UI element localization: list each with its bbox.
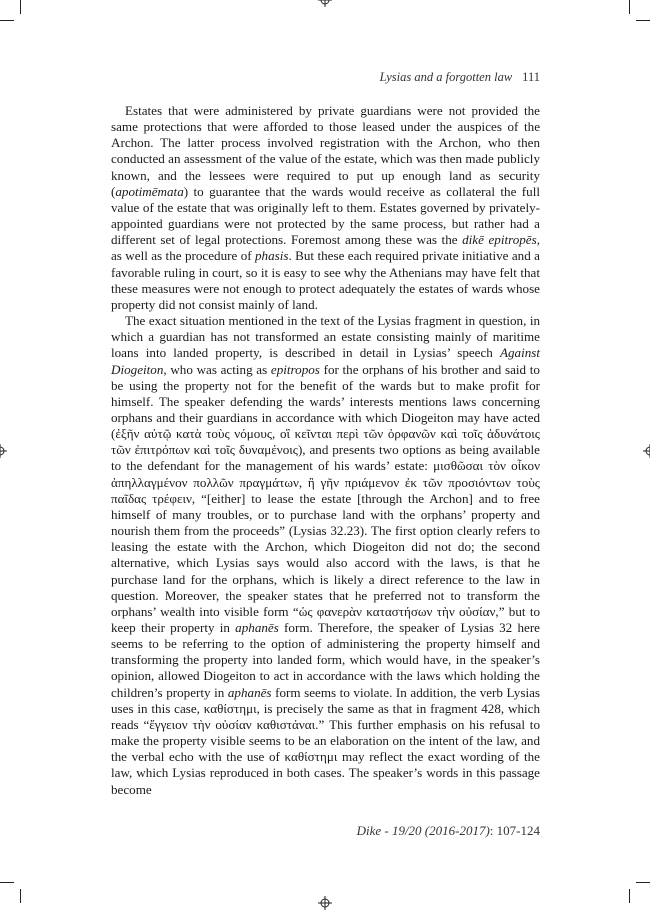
body-text: [111, 103, 540, 798]
journal-title: Dike - 19/20 (2016-2017): [356, 823, 490, 838]
registration-mark-icon: [643, 444, 650, 458]
page-range: : 107-124: [489, 823, 540, 838]
text-run: form seems to violate. In addition, the verb Lysias uses in this case, καθίστημι, is precisely the same as that in fragment 428, which reads “ἔγγειον τὴν οὐσίαν καθιστάναι.” This further emphasis on his refusal to make the property visible seems to be an elaboration on the intent of the law, and the verbal echo with the use of καθίστημι may reflect the exact wording of the law, which Lysias reproduced in both cases. The speaker’s words in this passage become: [111, 684, 540, 797]
crop-mark: [20, 889, 21, 903]
text-run: Estates that were administered by private guardians were not provided the same protections that were afforded to those leased under the auspices of the Archon. The latter process involved registration with the Archon, who then conducted an assessment of the value of the estate, which was then made publicly known, and the lessees were required to put up enough land as security (: [111, 103, 540, 199]
text-run: . But these each required private initiative and a favorable ruling in court, so it is easy to see why the Athenians may have felt that these measures were not enough to protect adequately the estates of wards whose property did not consist mainly of land.: [111, 248, 540, 312]
running-title: Lysias and a forgotten law: [379, 70, 513, 84]
term-aphanes: aphanēs: [227, 684, 272, 700]
text-run: for the orphans of his brother and said to be using the property not for the benefit of the wards but to make profit for himself. The speaker defending the wards’ interests mentions laws concerning orphans and their guardians in accordance with which Diogeiton may have acted (ἐξῆν αὐτῷ κατὰ τοὺς νόμους, οἳ κεῖνται περὶ τῶν ὀρφανῶν καὶ τοῖς ἀδυνάτοις τῶν ἐπιτρόπων καὶ τοῖς δυναμένοις), and presents two options as being available to the defendant for the management of his wards’ estate: μισθῶσαι τὸν οἶκον ἀπηλλαγμένον πολλῶν πραγμάτων, ἢ γῆν πριάμενον ἐκ τῶν προσιόντων τοὺς παῖδας τρέφειν, “[either] to lease the estate [through the Archon] and to free himself of many troubles, or to purchase land with the orphans’ property and nourish them from the proceeds” (Lysias 32.23). The first option clearly refers to leasing the estate with the Archon, which Diogeiton did not do; the second alternative, which Lysias says would also accord with the laws, is that he purchase land for the orphans, which is likely a direct reference to the law in question. Moreover, the speaker states that he preferred not to transform the orphans’ wealth into visible form “ὡς φανερὰν καταστήσων τὴν οὐσίαν,” but to keep their property in: [111, 361, 540, 635]
term-apotimemata: apotimēmata: [115, 183, 184, 199]
crop-mark: [0, 20, 14, 21]
crop-mark: [636, 20, 650, 21]
paragraph: [111, 103, 540, 313]
registration-mark-icon: [0, 444, 7, 458]
speech-title: Against Diogeiton: [111, 345, 540, 377]
crop-mark: [0, 882, 14, 883]
crop-mark: [636, 882, 650, 883]
text-run: , who was acting as: [163, 361, 271, 377]
paragraph: [111, 313, 540, 798]
text-run: The exact situation mentioned in the text of the Lysias fragment in question, in which a guardian has not transformed an estate consisting mainly of maritime loans into landed property, is described in detail in Lysias’ speech: [111, 313, 540, 361]
text-run: ) to guarantee that the wards would receive as collateral the full value of the estate that was originally left to them. Estates governed by privately-appointed guardians were not protected by the same process, but rather had a different set of legal protections. Foremost among these was the: [111, 183, 540, 248]
text-run: form. Therefore, the speaker of Lysias 32 here seems to be referring to the option of administering the property himself and transforming the property into landed form, which would have, in the speaker’s opinion, allowed Diogeiton to act in accordance with the laws which holding the children’s property in: [111, 620, 540, 700]
text-run: , as well as the procedure of: [111, 232, 540, 264]
registration-mark-icon: [318, 896, 332, 910]
crop-mark: [629, 0, 630, 14]
crop-mark: [20, 0, 21, 14]
crop-mark: [629, 889, 630, 903]
journal-footer: [357, 823, 540, 839]
term-epitropos: epitropos: [270, 361, 320, 377]
registration-mark-icon: [318, 0, 332, 7]
term-phasis: phasis: [255, 248, 289, 264]
term-aphanes: aphanēs: [235, 620, 279, 635]
term-dike-epitropes: dikē epitropēs: [462, 232, 537, 248]
page-number: 111: [522, 70, 540, 84]
running-header: [380, 70, 540, 85]
